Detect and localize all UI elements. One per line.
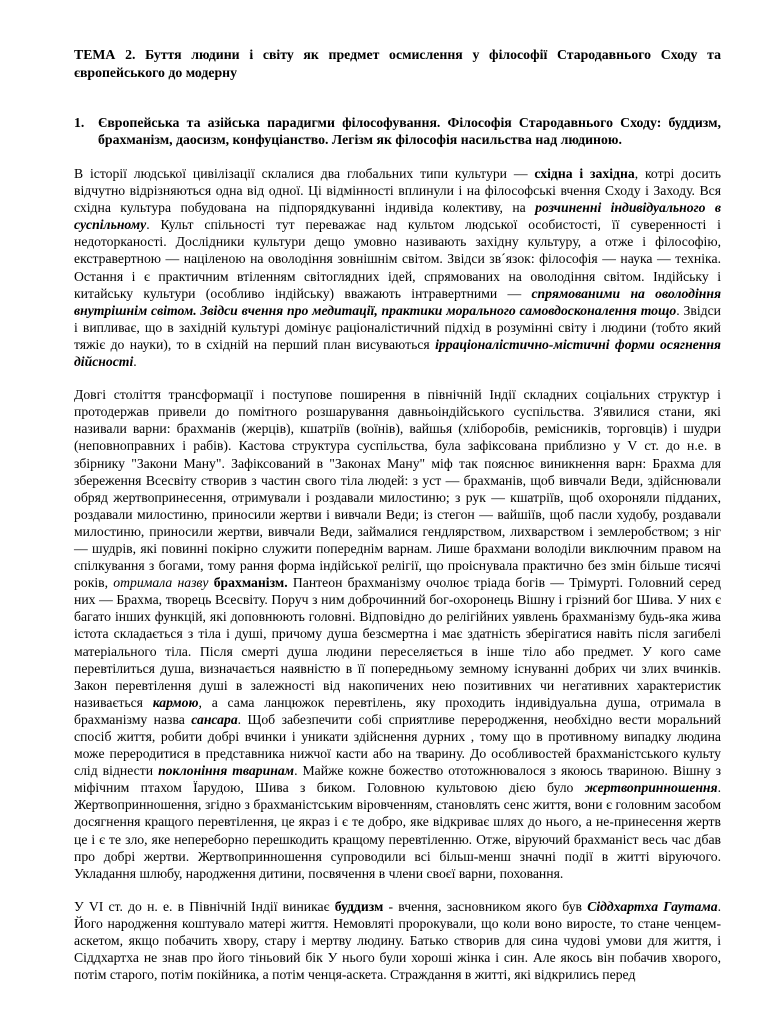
text-run: . xyxy=(133,354,137,370)
text-run: . Культ спільності тут переважає над культом людської особистості, її суверенності і недоторканості. Дослідники культури дещо умовно називають західну культуру, а отже і філософію, екстравертною — націленою на оволодіння зовнішнім світом. Звідси зв´язок: філософія — наука — техніка. Остання і є практичним втіленням світоглядних ідей, спрямованих на оволодіння світом. Індійську і китайську культури (особливо індійську) вважають інтравертними — xyxy=(74,217,721,301)
emphasized-text: буддизм xyxy=(334,898,384,914)
text-run: - вчення, засновником якого був xyxy=(383,898,588,914)
text-run: . Звідси і випливає, що в західній культурі домінує раціоналістичний підхід в розумінні світу і людини (тобто який тяжіє до науки), то в східній на перший план висуваються xyxy=(74,302,721,352)
text-run: . Його народження коштувало матері життя. Немовляті пророкували, що коли воно виросте, то стане ченцем-аскетом, якщо побачить хвору, стару і мертву людину. Батько створив для сина чудові умови для життя, і Сіддхартха не знав про його тіньовий бік У нього були хороші жінка і син. Але якось він побачив хворого, потім старого, потім покійника, а потім ченця-аскета. Страждання в житті, які відкрились перед xyxy=(74,898,722,983)
text-run: Довгі століття трансформації і поступове поширення в північній Індії складних соціальних структур і протодержав привели до помітного розшарування давньоіндійського суспільства. З'явилися стани, які називали варни: брахманів (жерців), кшатріїв (воїнів), вайшья (хліборобів, ремісників, торговців) і шудри (неповноправних і рабів). Кастова структура суспільства, була зафіксована приблизно у V ст. до н.е. в збірнику "Закони Ману". Зафіксований в "Законах Ману" міф так пояснює виникнення варн: Брахма для збереження Всесвіту створив з частин свого тіла людей: з уст — брахманів, щоб вивчали Веди, здійснювали обряд жертвопринесення, отримували і роздавали милостиню; з рук — кшатріїв, щоб охороняли підданих, роздавали милостиню, приносили жертви і вивчали Веди; із стегон — вайшіїв, щоб пасли худобу, роздавали милостиню, приносили жертви, вивчали Веди, займалися гендлярством, лихварством і землеробством; з ніг — шудрів, які повинні покірно служити попереднім варнам. Лише брахмани володіли виключним правом на спілкування з богами, тому рання форма індійської релігії, що проіснувала практично без змін більше тисячі років, xyxy=(74,387,721,591)
text-run: . Щоб забезпечити собі сприятливе переродження, необхідно вести моральний спосіб життя, робити добрі вчинки і уникати здійснення дурних , тому що в противному випадку людина може переродитися в представника нижчої касти або на тварину. До особливостей брахманістського культу слід віднести xyxy=(74,711,721,779)
section-heading-text: Європейська та азійська парадигми філософування. Філософія Стародавнього Сходу: буддизм, брахманізм, даосизм, конфуціанство. Легізм як філософія насильства над людиною. xyxy=(98,115,721,147)
emphasized-text: спрямованими на оволодіння внутрішнім світом. Звідси вчення про медитації, практики морального самовдосконалення тощо xyxy=(74,285,721,318)
emphasized-text: східна і західна xyxy=(534,166,635,181)
text-run: Пантеон брахманізму очолює тріада богів — Трімурті. Головний серед них — Брахма, творець Всесвіту. Поруч з ним доброчинний бог-охоронець Вішну і грізний бог Шива. У них є багато інших функцій, які доповнюють головні. Відповідно до релігійних уявлень брахманізму будь-яка жива істота складається з тіла і душі, причому душа безсмертна і має здатність зберігатися навіть після загибелі матеріального тіла. Після смерті душа людини переселяється в інше тіло або предмет. У кого саме перевтілиться душа, визначається наявністю в її попередньому земному існуванні добрих чи злих вчинків. Закон перевтілення душі в залежності від накопичених нею позитивних чи негативних характеристик називається xyxy=(74,575,722,710)
emphasized-text: поклоніння тваринам xyxy=(158,763,295,779)
emphasized-text: жертвопринношення xyxy=(584,780,718,796)
section-number: 1. xyxy=(74,115,85,130)
emphasized-text: кармою xyxy=(152,694,199,710)
paragraph-buddhism xyxy=(74,898,721,983)
text-run: У VI ст. до н. е. в Північній Індії виникає xyxy=(74,898,335,914)
emphasized-text: брахманізм. xyxy=(213,575,288,591)
text-run: , котрі досить відчутно відрізняються одна від одної. Ці відмінності вплинули і на філософські вчення Сходу і Заходу. Вся східна культура побудована на підпорядкуванні індивіда колективу, на xyxy=(74,166,721,216)
emphasized-text: сансара xyxy=(191,711,238,727)
paragraph-brahmanism xyxy=(74,386,721,882)
topic-title: ТЕМА 2. Буття людини і світу як предмет осмислення у філософії Стародавнього Сходу та європейського до модерну xyxy=(74,47,721,80)
text-run: , а сама ланцюжок перевтілень, яку проходить індивідуальна душа, отримала в брахманізму назва xyxy=(74,694,721,727)
emphasized-text: отримала назву xyxy=(113,575,209,591)
section-heading xyxy=(74,114,721,148)
paragraph-east-west-cultures xyxy=(74,165,721,370)
text-run: В історії людської цивілізації склалися два глобальних типи культури — xyxy=(74,166,535,181)
emphasized-text: розчиненні індивідуального в суспільному xyxy=(74,200,721,233)
emphasized-text: Сіддхартха Гаутама xyxy=(587,898,718,914)
text-run: . Майже кожне божество ототожнювалося з якоюсь твариною. Вішну з міфічним птахом Ïарудою, Шива з биком. Головною культовою дією було xyxy=(74,763,721,796)
text-run: . Жертвопринношення, згідно з брахманістським віровченням, становлять сенс життя, вони є головним засобом досягнення кращого перевтілення, це якраз і є те добро, яке відкриває шлях до нього, а не-принесення жертв це і є те зло, яке непереборно перешкодить кращому перевтіленню. Отже, віруючий брахманіст весь час дбав про добрі жертви. Жертвопринношення супроводили всі більш-менш значні події в житті віруючого. Укладання шлюбу, народження дитини, посвячення в члени своєї варни, поховання. xyxy=(74,780,721,881)
emphasized-text: ірраціоналістично-містичні форми осягнення дійсності xyxy=(74,336,721,370)
